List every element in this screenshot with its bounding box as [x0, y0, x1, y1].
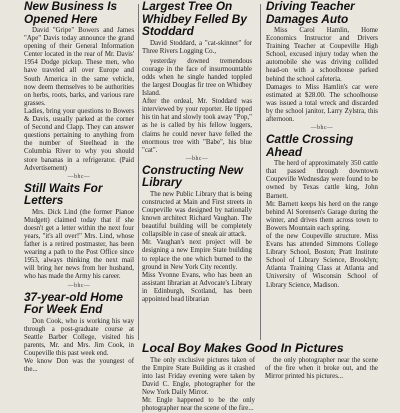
headline: Driving Teacher Damages Auto: [266, 0, 378, 25]
column-rule: [138, 4, 139, 340]
headline: Constructing New Library: [142, 164, 252, 189]
headline: Still Waits For Letters: [24, 182, 134, 207]
separator: —bhc—: [24, 174, 134, 181]
article-tree-felled: [142, 0, 252, 163]
article-lead: David Stoddard, a "cat-skinner" for Three Rivers Logging Co.,: [142, 40, 252, 56]
column-middle: [142, 0, 252, 304]
article-library: [142, 164, 252, 304]
separator: —bhc—: [266, 125, 378, 132]
headline: 37-year-old Home For Week End: [24, 291, 134, 316]
separator: —bhc—: [142, 156, 252, 163]
article-body: yesterday downed tremendous courage in the face of insurmountable odds when he single handed toppled the largest Douglas fir tree on Whidbey Island. After the ordeal, Mr. Stoddard was interviewed by your reporter. He tipped his tin hat and slowly took away "Pop," as he is called by his fellow loggers, claims he could never have felled the enormous tree with "Babe", his blue "cat".: [142, 58, 252, 155]
article-local-boy: [142, 342, 378, 413]
column-left: [24, 0, 134, 374]
article-body-right: the only photographer near the scene of the fire when it broke out, and the Mirror printed his pictures...: [265, 357, 378, 413]
article-home-weekend: [24, 291, 134, 375]
article-driving-teacher: [266, 0, 378, 132]
headline: New Business Is Opened Here: [24, 0, 134, 25]
article-still-waits: [24, 182, 134, 290]
article-body: The herd of approximately 350 cattle that passed through downtown Coupeville Wednesday were found to be owned by Texas cattle king, John Barnett. Mr. Barnett keeps his herd on the range behind Al Sorensen's Garage during the winter, and drives them across town to Bowers Mountain each spring. of the new Coupeville structure. Miss Evans has attended Simmons College Library School, Boston; Pratt Institute School of Library Science, Brooklyn; Atlanta Training Class at Atlanta and University of Wisconsin School of Library Science, Madison.: [266, 160, 378, 290]
headline: Cattle Crossing Ahead: [266, 133, 378, 158]
column-right: [266, 0, 378, 290]
article-body-left: The only exclusive pictures taken of the Empire State Building as it crashed into last Friday evening were taken by David C. Engle, photographer for the New York Daily Mirror. Mr. Engle happened to be the only photographer near the scene of the fire...: [142, 357, 255, 413]
article-columns: [142, 357, 378, 413]
article-new-business: [24, 0, 134, 181]
article-body: The new Public Library that is being constructed at Main and First streets in Coupeville was designed by nationally known architect Richard Vaughan. The beautiful building will be completely collapsible in case of sneak air attack. Mr. Vaughan's next project will be designing a new Empire State building to replace the one which burned to the ground in New York City recently. Miss Yvonne Evans, who has been an assistant librarian at Advocate's Library in Edinburgh, Scotland, has been appointed head librarian: [142, 191, 252, 304]
article-body: Miss Carol Hamlin, Home Economics Instructor and Drivers Training Teacher at Coupeville High School, excused injury today when the automobile she was driving collided head-on with a schoolhouse parked behind the school cafeteria. Damages to Miss Hamlin's car were estimated at $28.00. The schoolhouse was issued a total wreck and discarded by the school janitor, Larry Zylstra, this afternoon.: [266, 27, 378, 124]
article-cattle: [266, 133, 378, 290]
article-body: Don Cook, who is working his way through a post-graduate course at Seattle Barber College, visited his parents, Mr. and Mrs. Jim Cook, in Coupeville this past week end. We know Don was the youngest of the...: [24, 318, 134, 375]
article-body: Mrs. Dick Lind (the former Pianoe Mudgett) claimed today that if she doesn't get a letter within the next four years, "it's all over!" Mrs. Lind, whose father is a retired postmaster, has been wearing a path to the Post Office since 1953, always thinking the next mail will bring her news from her husband, who has made the Army his career.: [24, 209, 134, 282]
article-body: David "Gripe" Bowers and James "Ape" Davis today announce the grand opening of their General Information Center located in the rear of Mr. Davis' 1954 Dodge pickup. These men, who have traveled all over Europe and South America in the same vehicle, now deem themselves to be authorities on herbs, roots, barks, and various rare grasses. Ladies, bring your questions to Bowers & Davis, usually parked at the corner of Second and Clapp. They can answer questions pertaining to anything from the number of Steelhead in the Columbia River to why you should store bananas in a refrigerator. (Paid Advertisement): [24, 27, 134, 173]
separator: —bhc—: [24, 283, 134, 290]
column-rule: [260, 4, 261, 340]
headline: Local Boy Makes Good In Pictures: [142, 342, 378, 355]
headline: Largest Tree On Whidbey Felled By Stoddard: [142, 0, 252, 38]
